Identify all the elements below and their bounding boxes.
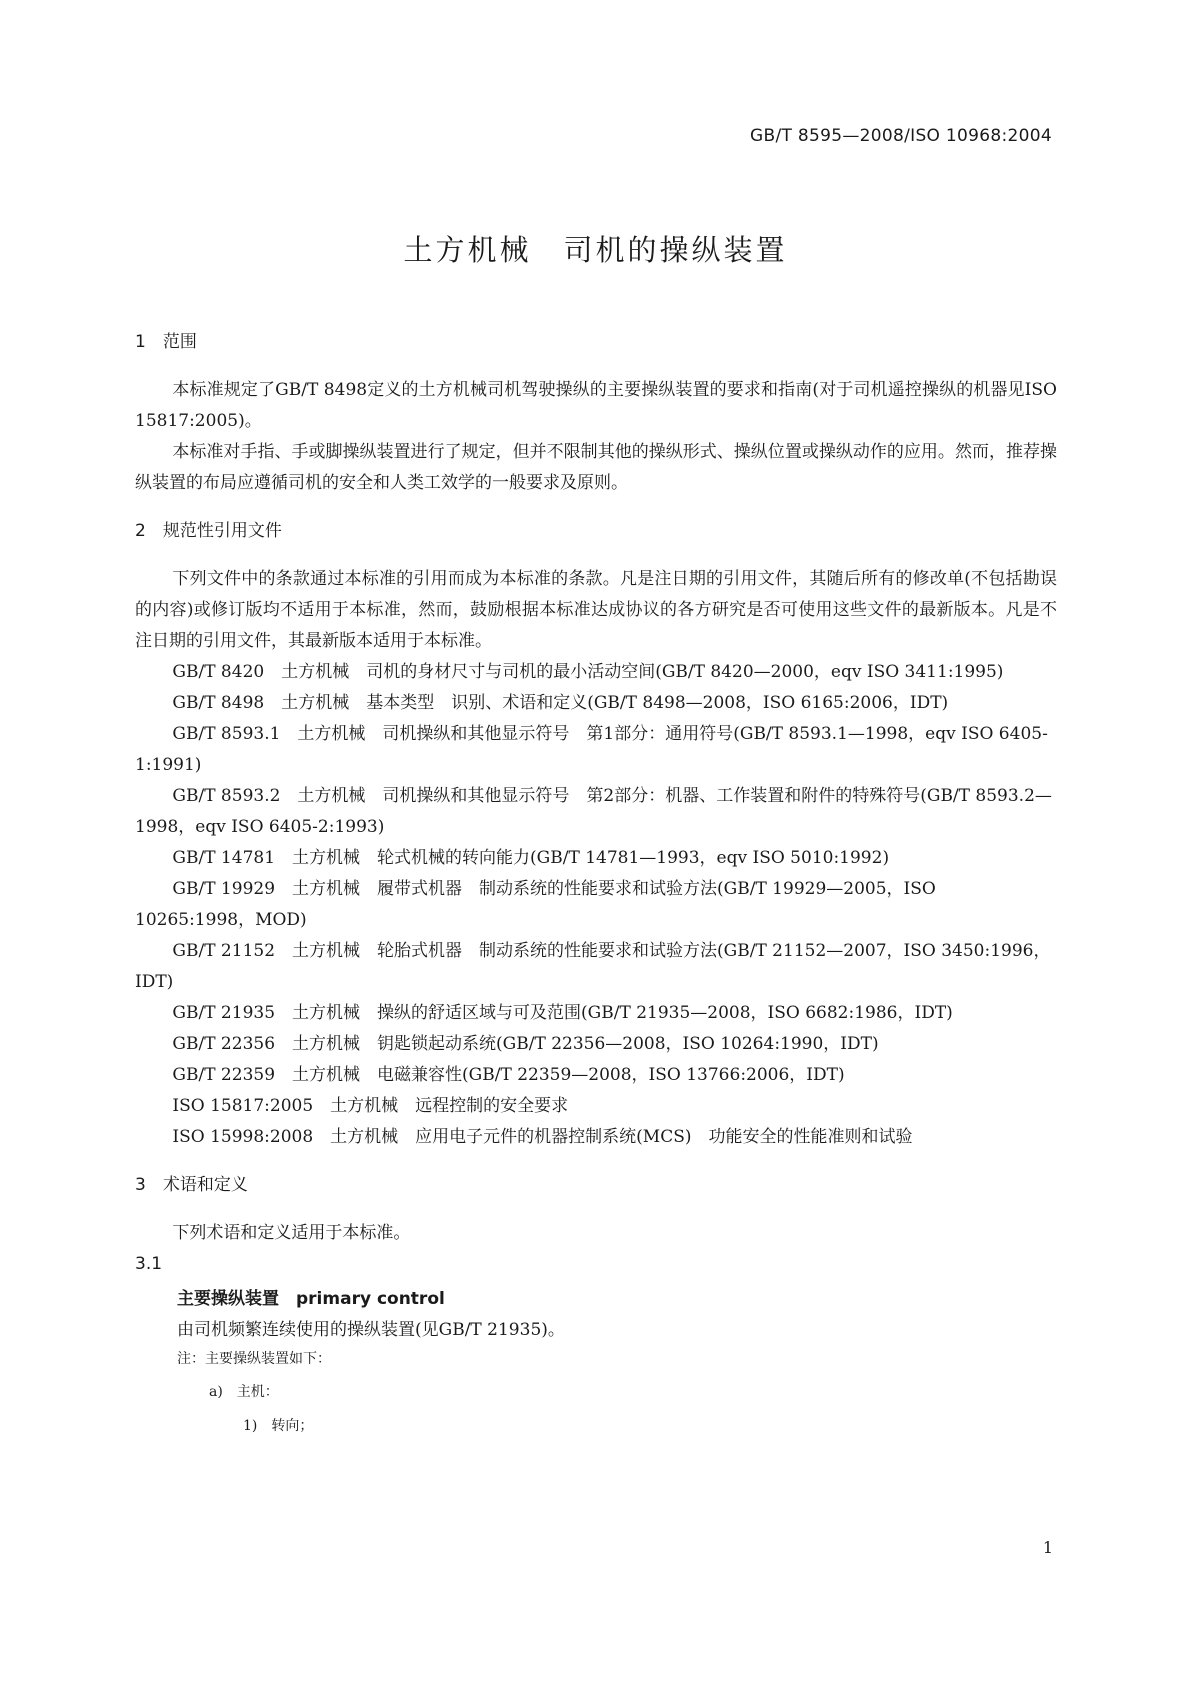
standard-code: GB/T 8595—2008/ISO 10968:2004 [750,126,1052,146]
reference-item: GB/T 8593.2 土方机械 司机操纵和其他显示符号 第2部分：机器、工作装置和附件的特殊符号(GB/T 8593.2—1998，eqv ISO 6405-2:1993) [135,786,1052,837]
reference-item: GB/T 19929 土方机械 履带式机器 制动系统的性能要求和试验方法(GB/T 19929—2005，ISO 10265:1998，MOD) [135,879,936,930]
term-definition: 由司机频繁连续使用的操纵装置(见GB/T 21935)。 [177,1320,565,1340]
term-heading: 主要操纵装置 primary control [177,1289,445,1309]
paragraph: 下列术语和定义适用于本标准。 [172,1223,411,1243]
term-note: 注：主要操纵装置如下： [177,1351,331,1367]
reference-item: GB/T 8420 土方机械 司机的身材尺寸与司机的最小活动空间(GB/T 8420—2000，eqv ISO 3411:1995) [172,662,1004,682]
reference-item: ISO 15817:2005 土方机械 远程控制的安全要求 [172,1096,569,1116]
section-heading: 2 规范性引用文件 [135,521,282,541]
reference-item: GB/T 21935 土方机械 操纵的舒适区域与可及范围(GB/T 21935—2008，ISO 6682:1986，IDT) [172,1003,953,1023]
paragraph: 下列文件中的条款通过本标准的引用而成为本标准的条款。凡是注日期的引用文件，其随后所有的修改单(不包括勘误的内容)或修订版均不适用于本标准，然而，鼓励根据本标准达成协议的各方研究是否可使用这些文件的最新版本。凡是不注日期的引用文件，其最新版本适用于本标准。 [135,569,1057,651]
section-scope [135,327,1057,499]
note-list-item: 1) 转向； [243,1418,314,1434]
reference-item: ISO 15998:2008 土方机械 应用电子元件的机器控制系统(MCS) 功能安全的性能准则和试验 [172,1127,913,1147]
section-normative-references [135,516,1057,1153]
term-number: 3.1 [135,1254,163,1274]
reference-item: GB/T 8498 土方机械 基本类型 识别、术语和定义(GB/T 8498—2008，ISO 6165:2006，IDT) [172,693,949,713]
reference-item: GB/T 22359 土方机械 电磁兼容性(GB/T 22359—2008，ISO 13766:2006，IDT) [172,1065,845,1085]
section-terms-definitions [135,1170,1057,1441]
reference-item: GB/T 14781 土方机械 轮式机械的转向能力(GB/T 14781—1993，eqv ISO 5010:1992) [172,848,890,868]
section-heading: 1 范围 [135,332,197,352]
paragraph: 本标准规定了GB/T 8498定义的土方机械司机驾驶操纵的主要操纵装置的要求和指南(对于司机遥控操纵的机器见ISO 15817:2005)。 [135,380,1057,431]
reference-item: GB/T 8593.1 土方机械 司机操纵和其他显示符号 第1部分：通用符号(GB/T 8593.1—1998，eqv ISO 6405-1:1991) [135,724,1048,775]
paragraph: 本标准对手指、手或脚操纵装置进行了规定，但并不限制其他的操纵形式、操纵位置或操纵动作的应用。然而，推荐操纵装置的布局应遵循司机的安全和人类工效学的一般要求及原则。 [135,442,1057,493]
page-title: 土方机械 司机的操纵装置 [403,233,788,267]
document-body [135,327,1057,1441]
reference-item: GB/T 21152 土方机械 轮胎式机器 制动系统的性能要求和试验方法(GB/T 21152—2007，ISO 3450:1996，IDT) [135,941,1051,992]
reference-item: GB/T 22356 土方机械 钥匙锁起动系统(GB/T 22356—2008，ISO 10264:1990，IDT) [172,1034,879,1054]
page-number: 1 [1042,1538,1053,1557]
section-heading: 3 术语和定义 [135,1175,248,1195]
note-list-item: a) 主机： [209,1384,279,1400]
